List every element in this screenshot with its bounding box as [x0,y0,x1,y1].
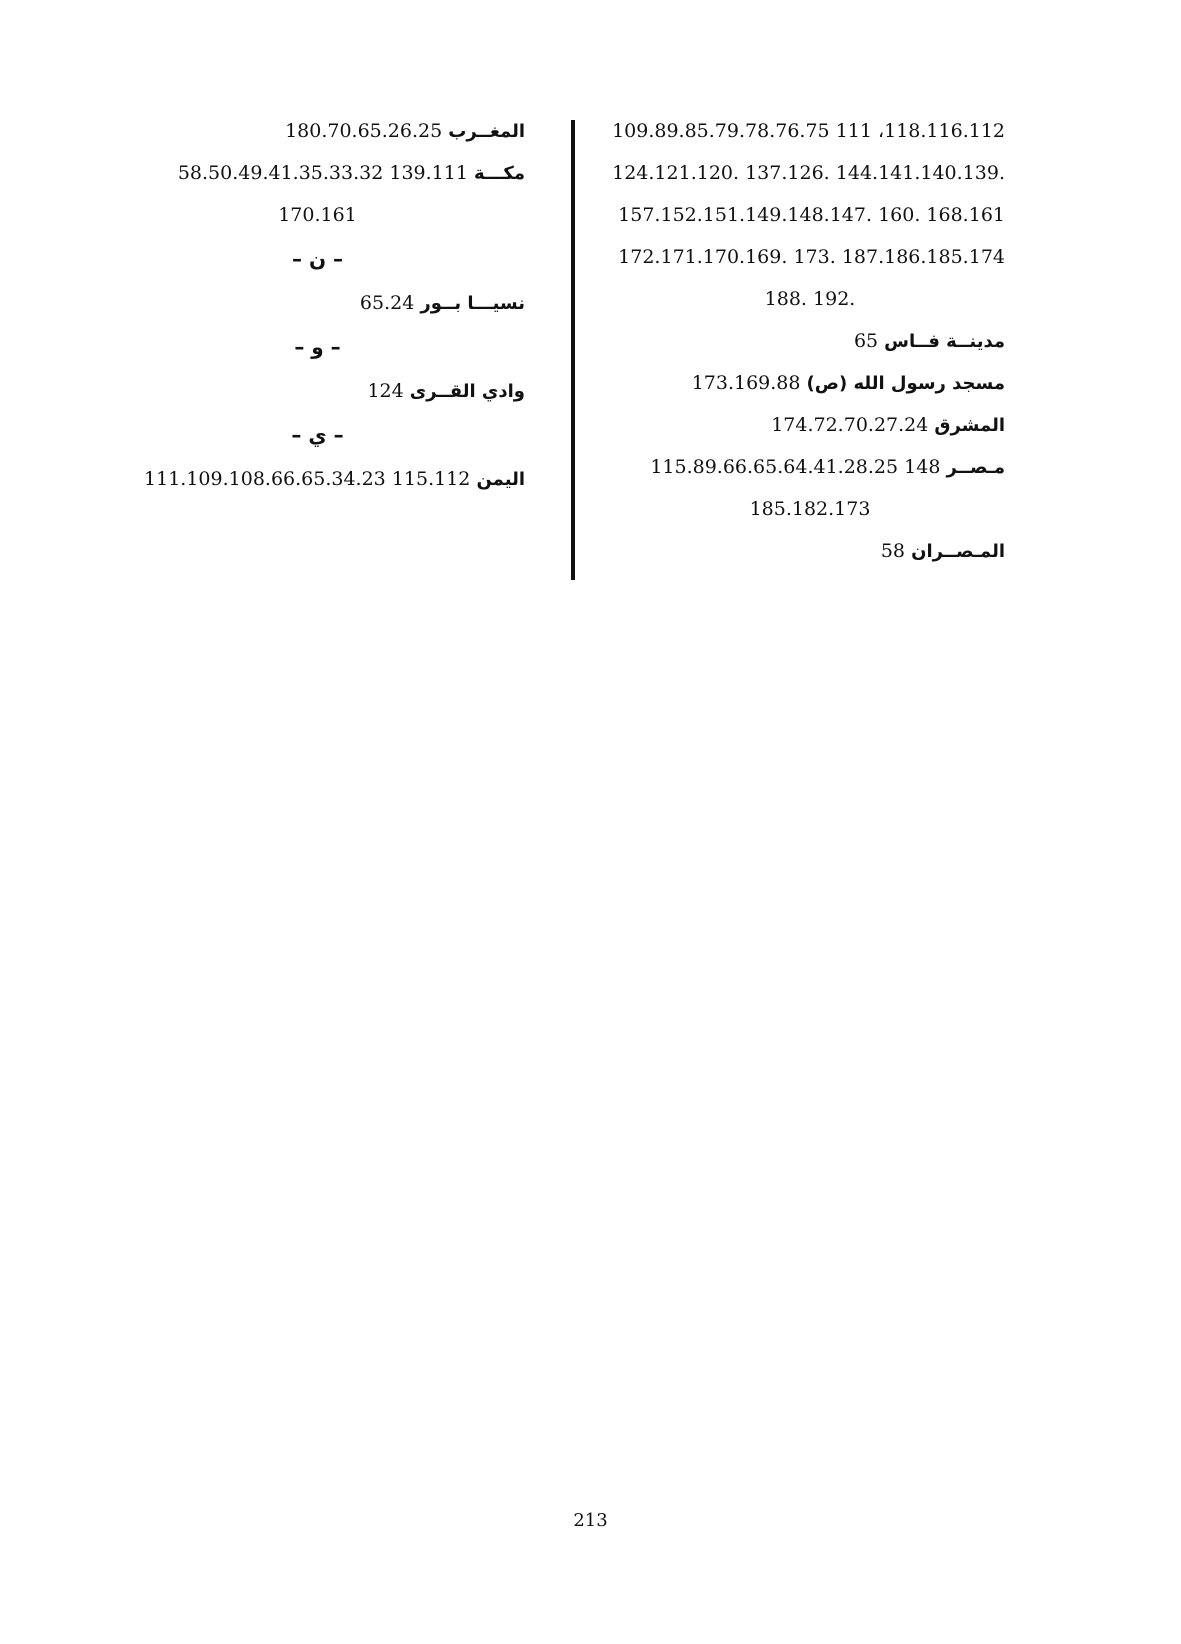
index-entry-nasia [110,282,525,324]
page-list-line: 118.116.112، 111 109.89.85.79.78.76.75 [612,120,1005,142]
entry-name: مدينــة فــاس [884,331,1005,352]
entry-pages: 148 115.89.66.65.64.41.28.25 [650,456,941,478]
index-entry-misran [615,530,1005,572]
index-entry-yemen [110,458,525,500]
right-column [612,110,1005,572]
entry-pages: 173.169.88 [691,372,801,394]
entry-pages: 180.70.65.26.25 [285,120,443,142]
entry-name: مكـــة [474,163,525,184]
entry-pages: 58 [880,540,906,562]
left-column [110,110,525,500]
page-list-line: 187.186.185.174 .173 .172.171.170.169 [618,246,1005,268]
entry-name: اليمن [476,469,525,490]
column-divider [571,120,575,580]
index-entry-maghrib [110,110,525,152]
entry-pages: 174.72.70.27.24 [771,414,929,436]
entry-name: مسجد رسول الله (ص) [806,373,1005,394]
entry-name: مـصــر [946,457,1005,478]
entry-pages: 124 [367,380,404,402]
entry-pages: 115.112 111.109.108.66.65.34.23 [144,468,471,490]
page-list-line: 168.161 .160 .157.152.151.149.148.147 [618,204,1005,226]
index-entry-prophet-mosque [615,362,1005,404]
entry-name: نسيـــا بــور [420,293,525,314]
entry-pages: 139.111 58.50.49.41.35.33.32 [177,162,468,184]
entry-name: المـصــران [911,541,1005,562]
entry-continuation: 185.182.173 [749,498,871,520]
entry-pages: 65 [853,330,879,352]
index-entry-fes [615,320,1005,362]
letter-heading-nun: – ن – [292,247,343,271]
letter-heading-ya: – ي – [291,423,344,447]
entry-pages: 65.24 [359,292,415,314]
page-list-line: .144.141.140.139 .137.126 .124.121.120 [612,162,1005,184]
entry-name: وادي القــرى [409,381,525,402]
page-number: 213 [573,1510,608,1531]
page-list-line: .192 .188 [764,288,856,310]
letter-heading-waw: – و – [294,335,341,359]
index-entry-mecca [110,152,525,194]
index-entry-wadi-qura [110,370,525,412]
index-entry-mashriq [615,404,1005,446]
entry-continuation: 170.161 [278,204,357,226]
entry-name: المغــرب [448,121,525,142]
entry-name: المشرق [934,415,1005,436]
index-entry-egypt [615,446,1005,488]
